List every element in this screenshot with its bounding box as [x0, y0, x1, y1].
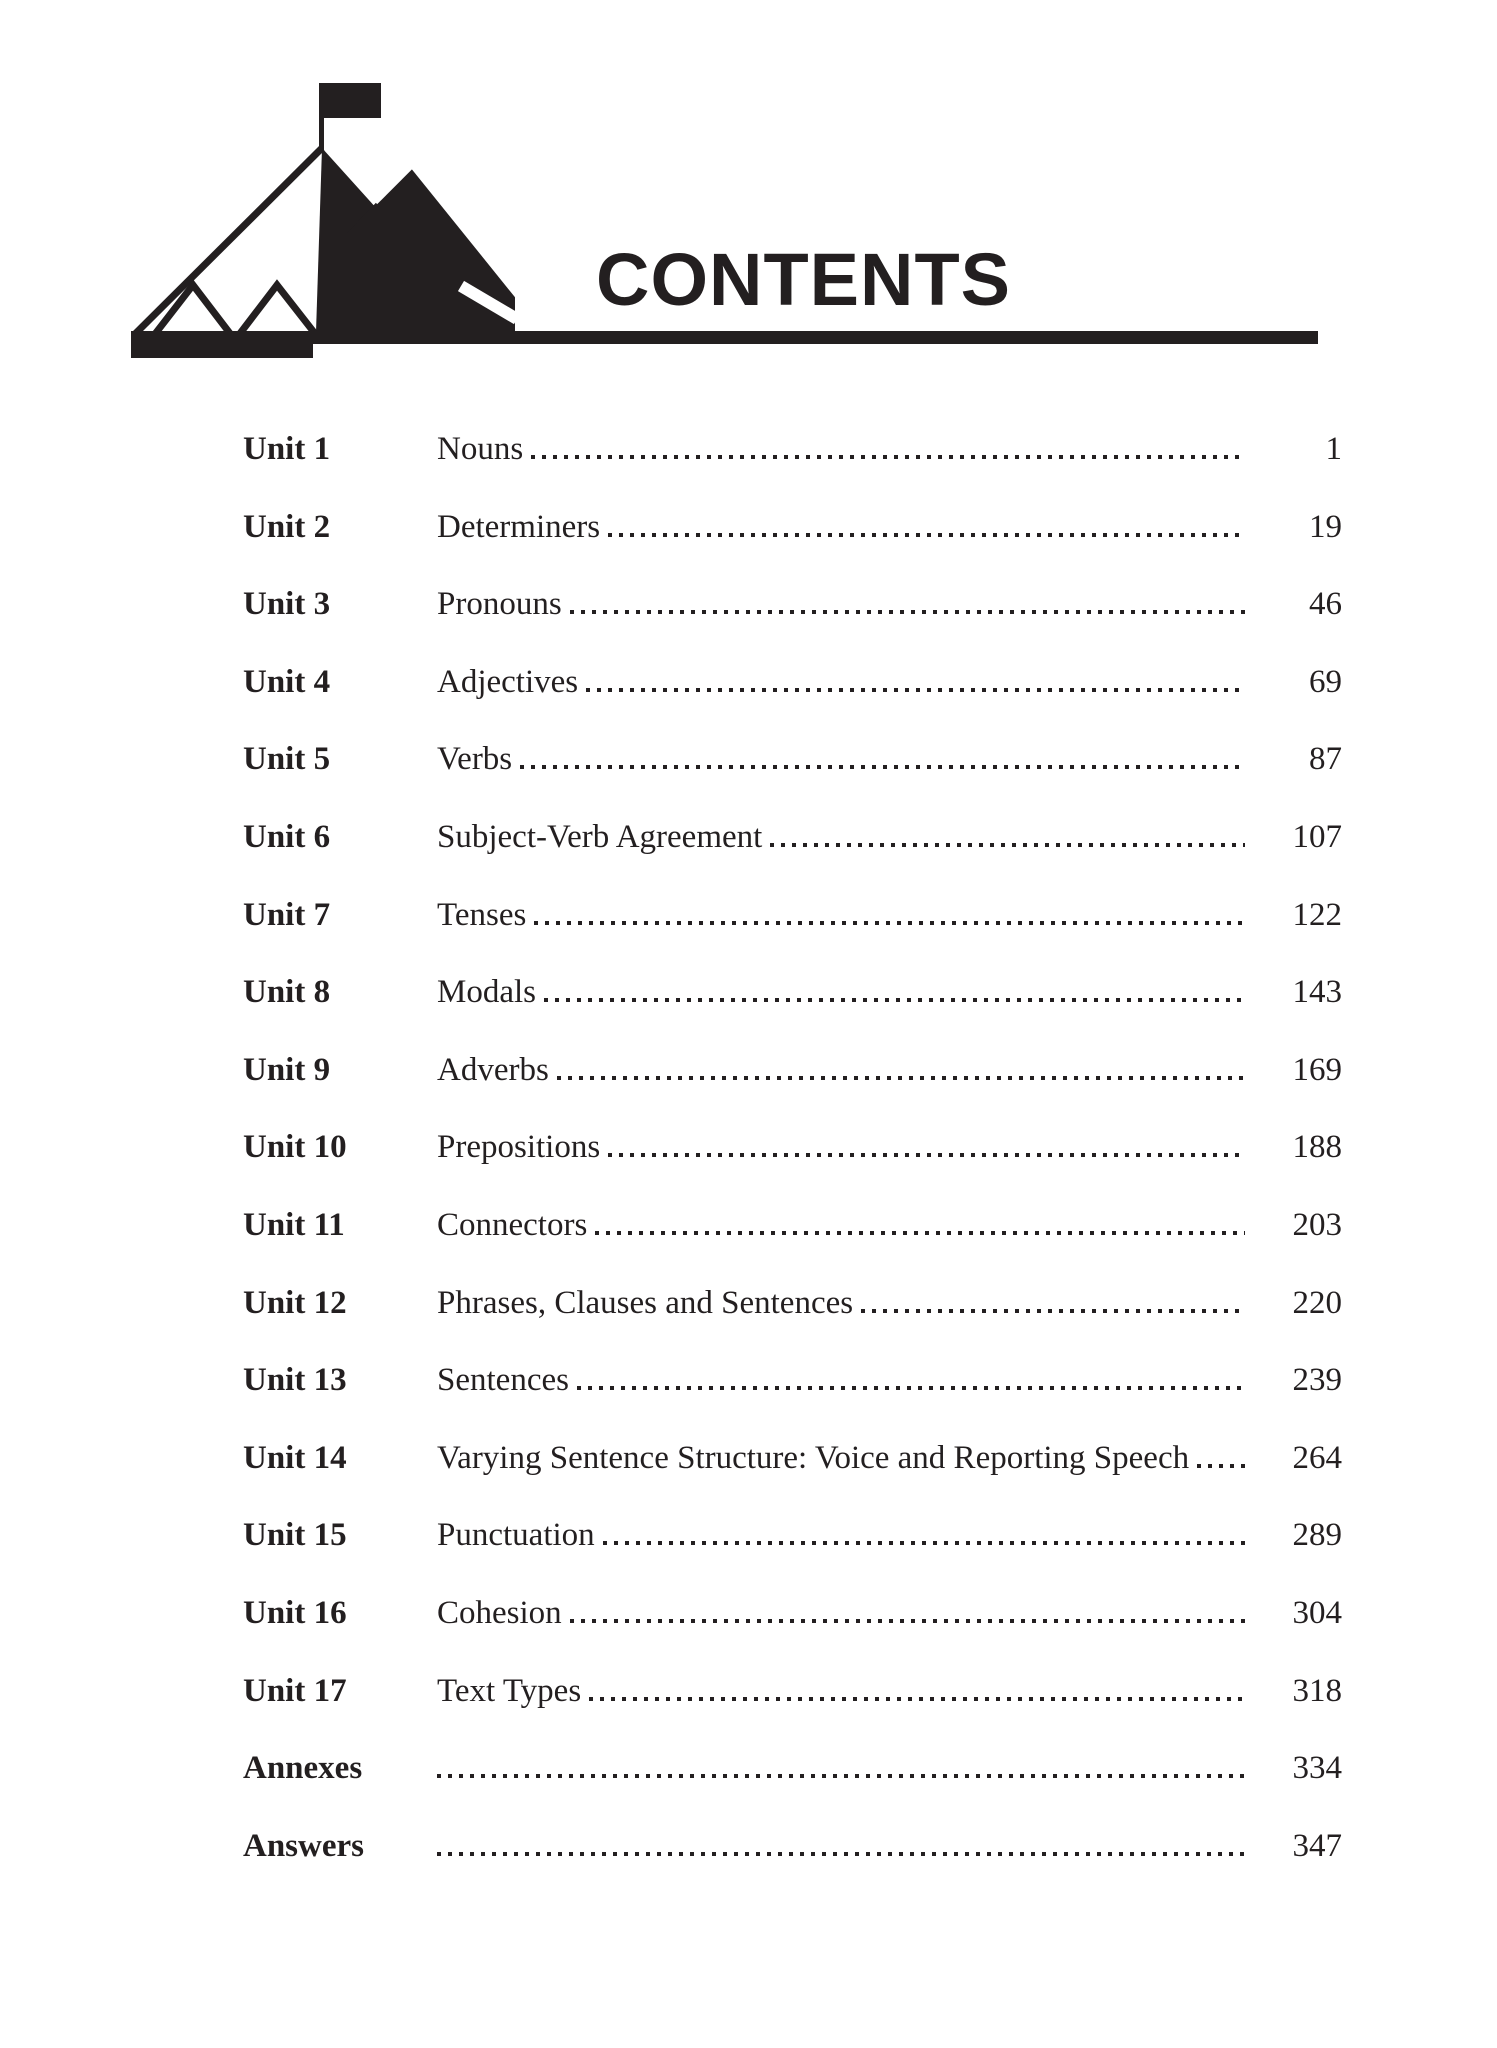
- toc-unit-label: Unit 6: [243, 818, 331, 855]
- flag: [319, 83, 381, 118]
- page-title: CONTENTS: [596, 238, 1011, 321]
- toc-entry-title[interactable]: Verbs: [437, 741, 513, 778]
- toc-list: [243, 411, 1342, 1885]
- toc-row: [243, 877, 1342, 955]
- dotted-leader: [608, 1153, 1245, 1157]
- toc-page-number: 143: [1292, 974, 1342, 1011]
- toc-page-number: 69: [1309, 663, 1342, 700]
- toc-row: [243, 1187, 1342, 1265]
- toc-page-number: 264: [1292, 1439, 1342, 1476]
- toc-unit-label: Unit 17: [243, 1672, 347, 1709]
- toc-row: [243, 1032, 1342, 1110]
- dotted-leader: [1197, 1464, 1245, 1468]
- toc-entry-title[interactable]: Pronouns: [437, 586, 562, 623]
- dotted-leader: [544, 998, 1245, 1002]
- toc-entry-title[interactable]: Modals: [437, 974, 536, 1011]
- toc-row: [243, 1265, 1342, 1343]
- toc-page-number: 1: [1325, 431, 1342, 467]
- toc-page-number: 122: [1292, 896, 1342, 933]
- dotted-leader: [534, 921, 1245, 925]
- header-rule-thick-segment: [131, 331, 313, 358]
- toc-entry-title[interactable]: Cohesion: [437, 1594, 562, 1631]
- toc-row: [243, 954, 1342, 1032]
- toc-unit-label: Unit 16: [243, 1594, 347, 1631]
- toc-page-number: 318: [1292, 1672, 1342, 1709]
- toc-page-number: 19: [1309, 508, 1342, 545]
- toc-row: [243, 1575, 1342, 1653]
- toc-entry-title[interactable]: Tenses: [437, 896, 527, 933]
- toc-entry-title[interactable]: Nouns: [437, 431, 524, 467]
- toc-page-number: 334: [1292, 1750, 1342, 1787]
- toc-entry-title[interactable]: Varying Sentence Structure: Voice and Reporting Speech: [437, 1439, 1190, 1476]
- toc-unit-label: Unit 11: [243, 1206, 345, 1243]
- dotted-leader: [570, 1619, 1245, 1623]
- mountain-flag-logo: [115, 50, 515, 360]
- dotted-leader: [557, 1076, 1245, 1080]
- dotted-leader: [437, 1852, 1245, 1856]
- toc-page-number: 239: [1292, 1362, 1342, 1399]
- toc-row: [243, 1109, 1342, 1187]
- toc-entry-title[interactable]: Adverbs: [437, 1051, 549, 1088]
- dotted-leader: [570, 610, 1245, 614]
- toc-page-number: 304: [1292, 1594, 1342, 1631]
- toc-unit-label: Unit 3: [243, 586, 331, 623]
- toc-page-number: 188: [1292, 1129, 1342, 1166]
- dotted-leader: [589, 1697, 1245, 1701]
- dotted-leader: [595, 1231, 1245, 1235]
- toc-row: [243, 721, 1342, 799]
- dotted-leader: [603, 1541, 1245, 1545]
- toc-page-number: 169: [1292, 1051, 1342, 1088]
- dotted-leader: [531, 455, 1245, 459]
- toc-unit-label: Unit 7: [243, 896, 331, 933]
- toc-row: [243, 1653, 1342, 1731]
- dotted-leader: [770, 843, 1245, 847]
- dotted-leader: [437, 1774, 1245, 1778]
- toc-entry-title[interactable]: Sentences: [437, 1362, 569, 1399]
- toc-entry-title[interactable]: Adjectives: [437, 663, 579, 700]
- toc-entry-title[interactable]: Text Types: [437, 1672, 582, 1709]
- toc-unit-label: Unit 12: [243, 1284, 347, 1321]
- toc-unit-label: Unit 2: [243, 508, 331, 545]
- toc-row: [243, 489, 1342, 567]
- toc-unit-label: Unit 13: [243, 1362, 347, 1399]
- toc-unit-label: Unit 8: [243, 974, 331, 1011]
- toc-unit-label: Annexes: [243, 1750, 363, 1787]
- toc-row: [243, 1730, 1342, 1808]
- dotted-leader: [520, 765, 1245, 769]
- toc-row: [243, 1342, 1342, 1420]
- toc-row: [243, 644, 1342, 722]
- toc-row: [243, 566, 1342, 644]
- toc-entry-title[interactable]: Connectors: [437, 1206, 588, 1243]
- toc-unit-label: Unit 10: [243, 1129, 347, 1166]
- dotted-leader: [861, 1309, 1245, 1313]
- toc-row: [243, 1497, 1342, 1575]
- toc-entry-title[interactable]: Phrases, Clauses and Sentences: [437, 1284, 854, 1321]
- toc-unit-label: Unit 4: [243, 663, 331, 700]
- toc-unit-label: Unit 15: [243, 1517, 347, 1554]
- toc-page-number: 46: [1309, 586, 1342, 623]
- toc-unit-label: Unit 1: [243, 431, 331, 467]
- toc-unit-label: Unit 9: [243, 1051, 331, 1088]
- toc-row: [243, 1808, 1342, 1886]
- toc-unit-label: Unit 14: [243, 1439, 347, 1476]
- toc-row: [243, 411, 1342, 489]
- dotted-leader: [608, 533, 1245, 537]
- toc-page-number: 347: [1292, 1827, 1342, 1864]
- toc-entry-title[interactable]: Punctuation: [437, 1517, 595, 1554]
- toc-page-number: 107: [1292, 818, 1342, 855]
- toc-page-number: 220: [1292, 1284, 1342, 1321]
- toc-row: [243, 799, 1342, 877]
- dotted-leader: [586, 688, 1245, 692]
- toc-unit-label: Answers: [243, 1827, 364, 1864]
- toc-unit-label: Unit 5: [243, 741, 331, 778]
- toc-entry-title[interactable]: Subject-Verb Agreement: [437, 818, 763, 855]
- toc-entry-title[interactable]: Determiners: [437, 508, 601, 545]
- toc-page-number: 289: [1292, 1517, 1342, 1554]
- dotted-leader: [577, 1386, 1245, 1390]
- toc-entry-title[interactable]: Prepositions: [437, 1129, 601, 1166]
- toc-page-number: 203: [1292, 1206, 1342, 1243]
- toc-row: [243, 1420, 1342, 1498]
- toc-page-number: 87: [1309, 741, 1342, 778]
